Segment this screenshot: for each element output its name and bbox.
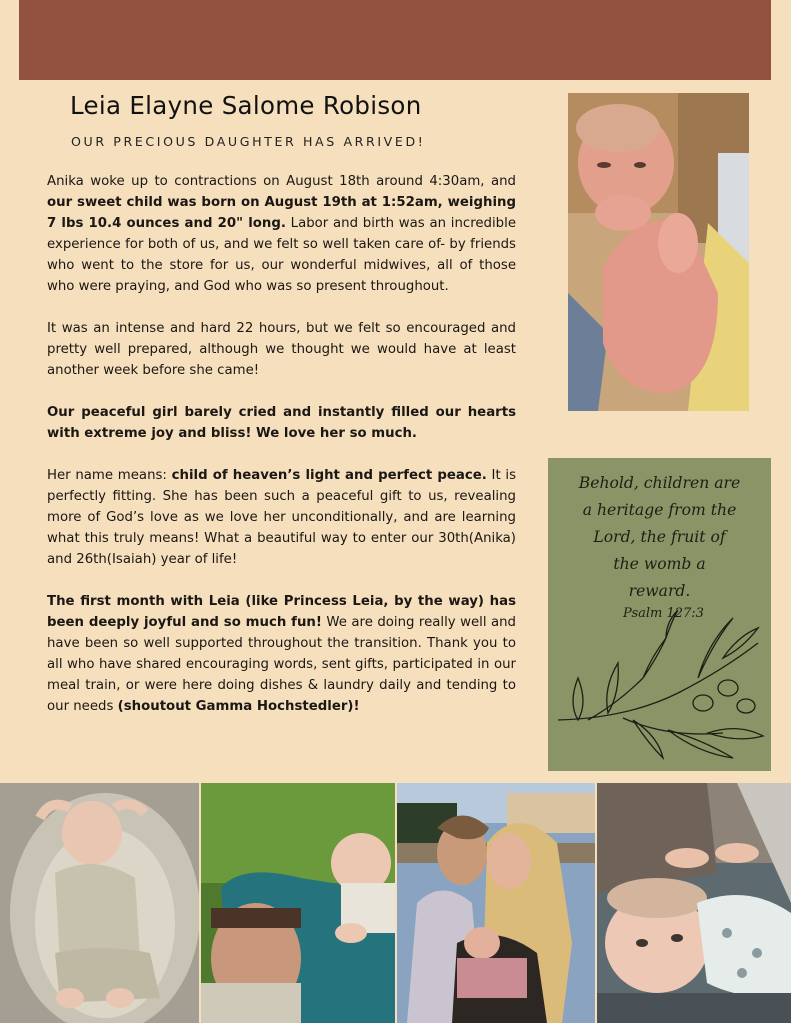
name-meaning-text: It is perfectly fitting. She has been such a peaceful gift to us, revealing more of God’s love as we love her unconditionally, and are learning what this truly means! What a beautiful way to enter our 30th(Anika) and 26th(Isaiah) year of life!	[47, 468, 516, 567]
verse-line: a heritage from the	[582, 501, 737, 519]
first-month-heading: The first month with Leia (like Princess Leia, by the way) has been deeply joyful and so much fun!	[47, 594, 516, 630]
paragraph-labor: It was an intense and hard 22 hours, but we felt so encouraged and pretty well prepared, although we thought we would have at least another week before she came!	[47, 321, 516, 378]
birth-text: Anika woke up to contractions on August 18th around 4:30am, and	[47, 174, 516, 189]
verse-line: reward.	[628, 582, 691, 600]
baby-on-lap-photo	[597, 783, 791, 1023]
peaceful-text: Our peaceful girl barely cried and instantly filled our hearts with extreme joy and bliss! We love her so much.	[47, 405, 516, 441]
birth-text-continued: Labor and birth was an incredible experience for both of us, and we felt so well taken care of- by friends who went to the store for us, our wonderful midwives, all of those who were praying, and God who was so present throughout.	[47, 216, 516, 294]
paragraph-birth	[47, 171, 516, 297]
verse-line: Behold, children are	[578, 474, 741, 492]
header-bar	[19, 0, 771, 80]
verse-line: the womb a	[613, 555, 706, 573]
first-month-text: We are doing really well and have been so well supported throughout the transition. Thank you to all who have shared encouraging words, sent gifts, participated in our meal train, or were here doing dishes & laundry daily and tending to our needs	[47, 615, 516, 714]
paragraph-first-month	[47, 591, 516, 717]
shoutout-text: (shoutout Gamma Hochstedler)!	[117, 699, 360, 714]
birth-details: our sweet child was born on August 19th at 1:52am, weighing 7 lbs 10.4 ounces and 20" long.	[47, 195, 516, 231]
verse-card	[548, 458, 771, 771]
announcement-body	[47, 171, 516, 738]
verse-reference: Psalm 127:3	[623, 606, 704, 621]
verse-line: Lord, the fruit of	[593, 528, 726, 546]
page-title: Leia Elayne Salome Robison	[70, 91, 422, 120]
newborn-photo	[568, 93, 749, 411]
paragraph-peaceful	[47, 402, 516, 444]
father-with-baby-photo	[201, 783, 395, 1023]
name-meaning-intro: Her name means:	[47, 468, 172, 483]
paragraph-name-meaning	[47, 465, 516, 570]
olive-branch-icon	[548, 608, 771, 768]
verse-text	[548, 470, 771, 605]
name-meaning: child of heaven’s light and perfect peace.	[171, 468, 487, 483]
parents-with-baby-photo	[397, 783, 595, 1023]
page-subtitle: OUR PRECIOUS DAUGHTER HAS ARRIVED!	[71, 134, 426, 149]
baby-lounging-photo	[0, 783, 199, 1023]
